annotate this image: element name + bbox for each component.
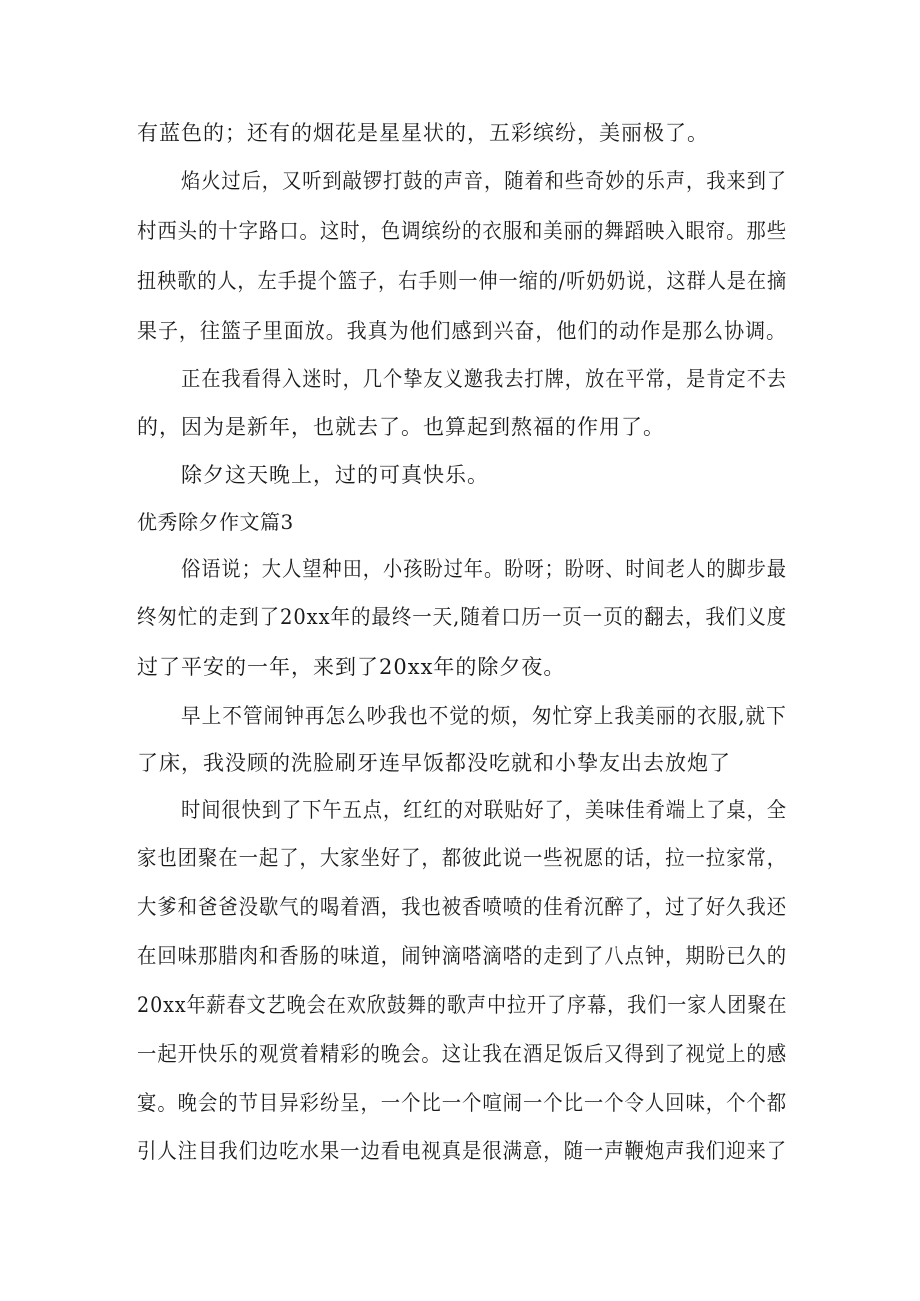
text-line: 终匆忙的走到了20xx年的最终一天,随着口历一页一页的翻去，我们义度 [137,605,788,629]
paragraph-start-line: 正在我看得入迷时，几个挚友义邀我去打牌，放在平常，是肯定不去 [181,367,788,391]
paragraph-start-line: 俗语说；大人望种田，小孩盼过年。盼呀；盼呀、时间老人的脚步最 [181,557,788,581]
text-line: 大爹和爸爸没歇气的喝着酒，我也被香喷喷的佳肴沉醉了，过了好久我还 [137,895,788,919]
text-line: 村西头的十字路口。这时，色调缤纷的衣服和美丽的舞蹈映入眼帘。那些 [137,219,788,243]
text-line: 宴。晚会的节目异彩纷呈，一个比一个喧闹一个比一个令人回味，个个都 [137,1091,788,1115]
text-line: 扭秧歌的人，左手提个篮子，右手则一伸一缩的/听奶奶说，这群人是在摘 [137,269,788,293]
section-heading: 优秀除夕作文篇3 [137,510,294,534]
text-line: 了床，我没顾的洗脸刷牙连早饭都没吃就和小挚友出去放炮了 [137,751,731,775]
paragraph-start-line: 除夕这天晚上，过的可真快乐。 [181,463,489,487]
text-line: 果子，往篮子里面放。我真为他们感到兴奋，他们的动作是那么协调。 [137,319,788,343]
paragraph-start-line: 焰火过后，又听到敲锣打鼓的声音，随着和些奇妙的乐声，我来到了 [181,169,788,193]
text-line: 20xx年薪春文艺晚会在欢欣鼓舞的歌声中拉开了序幕，我们一家人团聚在 [137,993,788,1017]
text-line: 有蓝色的；还有的烟花是星星状的，五彩缤纷，美丽极了。 [137,121,709,145]
text-line: 过了平安的一年，来到了20xx年的除夕夜。 [137,655,566,679]
text-line: 在回味那腊肉和香肠的味道，闹钟滴嗒滴嗒的走到了八点钟，期盼已久的 [137,944,788,968]
paragraph-start-line: 时间很快到了下午五点，红红的对联贴好了，美味佳肴端上了桌，全 [181,798,788,822]
text-line: 家也团聚在一起了，大家坐好了，都彼此说一些祝愿的话，拉一拉家常， [137,846,788,870]
text-line: 引人注目我们边吃水果一边看电视真是很满意，随一声鞭炮声我们迎来了 [137,1139,788,1163]
paragraph-start-line: 早上不管闹钟再怎么吵我也不觉的烦，匆忙穿上我美丽的衣服,就下 [181,704,787,728]
text-line: 的，因为是新年，也就去了。也算起到熬福的作用了。 [137,415,665,439]
text-line: 一起开快乐的观赏着精彩的晚会。这让我在酒足饭后又得到了视觉上的感 [137,1042,788,1066]
